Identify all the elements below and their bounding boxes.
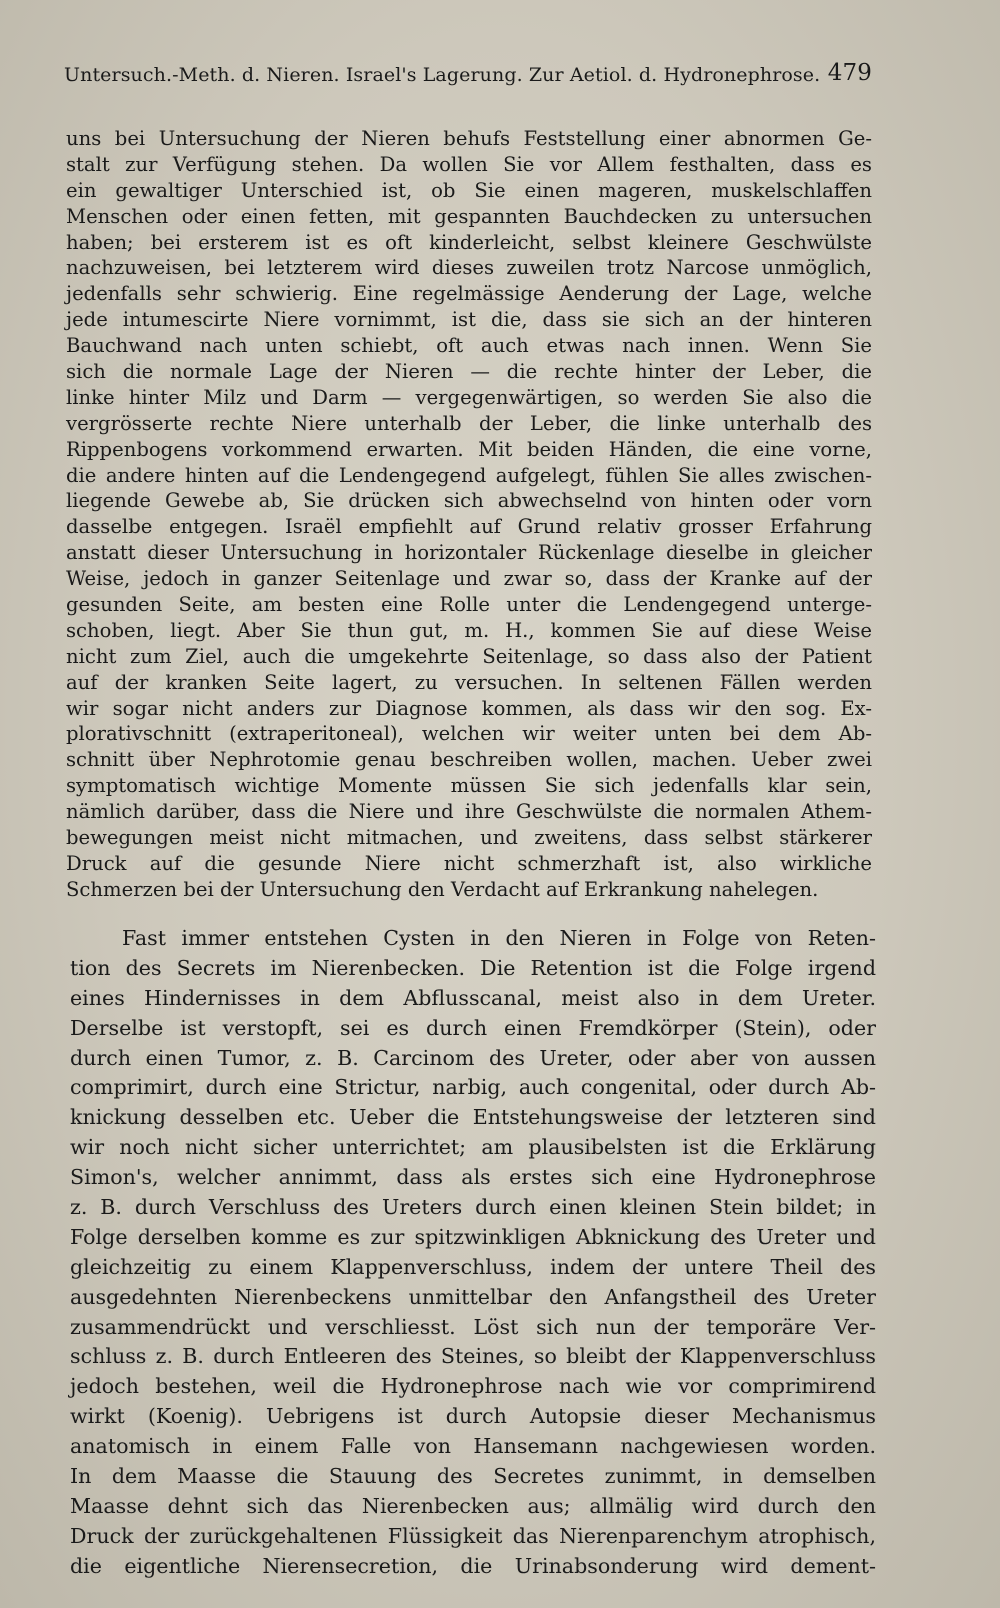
text-line: anatomisch in einem Falle von Hansemann nachgewiesen worden. — [70, 1434, 876, 1459]
text-line: anstatt dieser Untersuchung in horizontaler Rückenlage dieselbe in gleicher — [66, 541, 872, 565]
text-line: auf der kranken Seite lagert, zu versuchen. In seltenen Fällen werden — [66, 670, 872, 694]
text-line: gleichzeitig zu einem Klappenverschluss, indem der untere Theil des — [70, 1254, 876, 1279]
text-line: zusammendrückt und verschliesst. Löst sich nun der temporäre Ver- — [70, 1314, 876, 1339]
text-line: ein gewaltiger Unterschied ist, ob Sie einen mageren, muskelschlaffen — [66, 178, 872, 202]
text-line: wir sogar nicht anders zur Diagnose kommen, als dass wir den sog. Ex- — [66, 696, 872, 720]
text-line: symptomatisch wichtige Momente müssen Sie sich jedenfalls klar sein, — [66, 774, 872, 798]
text-line: plorativschnitt (extraperitoneal), welchen wir weiter unten bei dem Ab- — [66, 722, 872, 746]
text-line: Schmerzen bei der Untersuchung den Verdacht auf Erkrankung nahelegen. — [66, 877, 819, 901]
text-line: die andere hinten auf die Lendengegend aufgelegt, fühlen Sie alles zwischen- — [66, 463, 872, 487]
text-line: In dem Maasse die Stauung des Secretes zunimmt, in demselben — [70, 1464, 876, 1489]
text-line: Folge derselben komme es zur spitzwinkligen Abknickung des Ureter und — [70, 1224, 876, 1249]
text-line: comprimirt, durch eine Strictur, narbig, auch congenital, oder durch Ab- — [70, 1075, 876, 1100]
text-line: jedenfalls sehr schwierig. Eine regelmässige Aenderung der Lage, welche — [66, 282, 872, 306]
text-line: stalt zur Verfügung stehen. Da wollen Sie vor Allem festhalten, dass es — [66, 152, 872, 176]
text-line: schluss z. B. durch Entleeren des Steines, so bleibt der Klappenverschluss — [70, 1344, 876, 1369]
text-line: knickung desselben etc. Ueber die Entstehungsweise der letzteren sind — [70, 1105, 876, 1130]
text-line: eines Hindernisses in dem Abflusscanal, meist also in dem Ureter. — [70, 985, 876, 1010]
text-line: uns bei Untersuchung der Nieren behufs Feststellung einer abnormen Ge- — [66, 127, 872, 150]
text-line: dasselbe entgegen. Israël empfiehlt auf Grund relativ grosser Erfahrung — [66, 515, 872, 539]
paragraph-kidney-examination — [66, 126, 872, 903]
text-line: nachzuweisen, bei letzterem wird dieses zuweilen trotz Narcose unmöglich, — [66, 256, 872, 280]
page-number: 479 — [827, 60, 872, 86]
text-line: schoben, liegt. Aber Sie thun gut, m. H., kommen Sie auf diese Weise — [66, 618, 872, 642]
text-line: Rippenbogens vorkommend erwarten. Mit beiden Händen, die eine vorne, — [66, 437, 872, 461]
text-line: bewegungen meist nicht mitmachen, und zweitens, dass selbst stärkerer — [66, 826, 872, 850]
text-line: tion des Secrets im Nierenbecken. Die Retention ist die Folge irgend — [70, 955, 876, 980]
text-line: wirkt (Koenig). Uebrigens ist durch Autopsie dieser Mechanismus — [70, 1404, 876, 1429]
text-line: nicht zum Ziel, auch die umgekehrte Seitenlage, so dass also der Patient — [66, 644, 872, 668]
text-line: jede intumescirte Niere vornimmt, ist die, dass sie sich an der hinteren — [66, 308, 872, 332]
text-line: nämlich darüber, dass die Niere und ihre Geschwülste die normalen Athem- — [66, 800, 872, 824]
paragraph-cyst-aetiology — [70, 924, 876, 1582]
text-line: liegende Gewebe ab, Sie drücken sich abwechselnd von hinten oder vorn — [66, 489, 872, 513]
text-line: Druck auf die gesunde Niere nicht schmerzhaft ist, also wirkliche — [66, 851, 872, 875]
text-line: z. B. durch Verschluss des Ureters durch einen kleinen Stein bildet; in — [70, 1195, 876, 1220]
text-line: haben; bei ersterem ist es oft kinderleicht, selbst kleinere Geschwülste — [66, 230, 872, 254]
text-line: Derselbe ist verstopft, sei es durch einen Fremdkörper (Stein), oder — [70, 1015, 876, 1040]
text-line: jedoch bestehen, weil die Hydronephrose nach wie vor comprimirend — [70, 1374, 876, 1399]
text-line: Bauchwand nach unten schiebt, oft auch etwas nach innen. Wenn Sie — [66, 334, 872, 358]
text-line: die eigentliche Nierensecretion, die Urinabsonderung wird dement- — [70, 1553, 876, 1578]
running-title: Untersuch.-Meth. d. Nieren. Israel's Lagerung. Zur Aetiol. d. Hydronephrose. — [64, 64, 821, 86]
text-line: Fast immer entstehen Cysten in den Nieren in Folge von Reten- — [122, 926, 876, 950]
text-line: ausgedehnten Nierenbeckens unmittelbar den Anfangstheil des Ureter — [70, 1284, 876, 1309]
text-line: linke hinter Milz und Darm — vergegenwärtigen, so werden Sie also die — [66, 385, 872, 409]
text-line: Simon's, welcher annimmt, dass als erstes sich eine Hydronephrose — [70, 1165, 876, 1190]
text-line: wir noch nicht sicher unterrichtet; am plausibelsten ist die Erklärung — [70, 1135, 876, 1160]
text-line: sich die normale Lage der Nieren — die rechte hinter der Leber, die — [66, 360, 872, 384]
text-line: schnitt über Nephrotomie genau beschreiben wollen, machen. Ueber zwei — [66, 748, 872, 772]
text-line: Menschen oder einen fetten, mit gespannten Bauchdecken zu untersuchen — [66, 204, 872, 228]
text-line: Weise, jedoch in ganzer Seitenlage und zwar so, dass der Kranke auf der — [66, 567, 872, 591]
page-header — [64, 60, 872, 94]
text-line: Maasse dehnt sich das Nierenbecken aus; allmälig wird durch den — [70, 1493, 876, 1518]
text-line: gesunden Seite, am besten eine Rolle unter die Lendengegend unterge- — [66, 593, 872, 617]
text-line: Druck der zurückgehaltenen Flüssigkeit das Nierenparenchym atrophisch, — [70, 1523, 876, 1548]
text-line: vergrösserte rechte Niere unterhalb der Leber, die linke unterhalb des — [66, 411, 872, 435]
text-line: durch einen Tumor, z. B. Carcinom des Ureter, oder aber von aussen — [70, 1045, 876, 1070]
